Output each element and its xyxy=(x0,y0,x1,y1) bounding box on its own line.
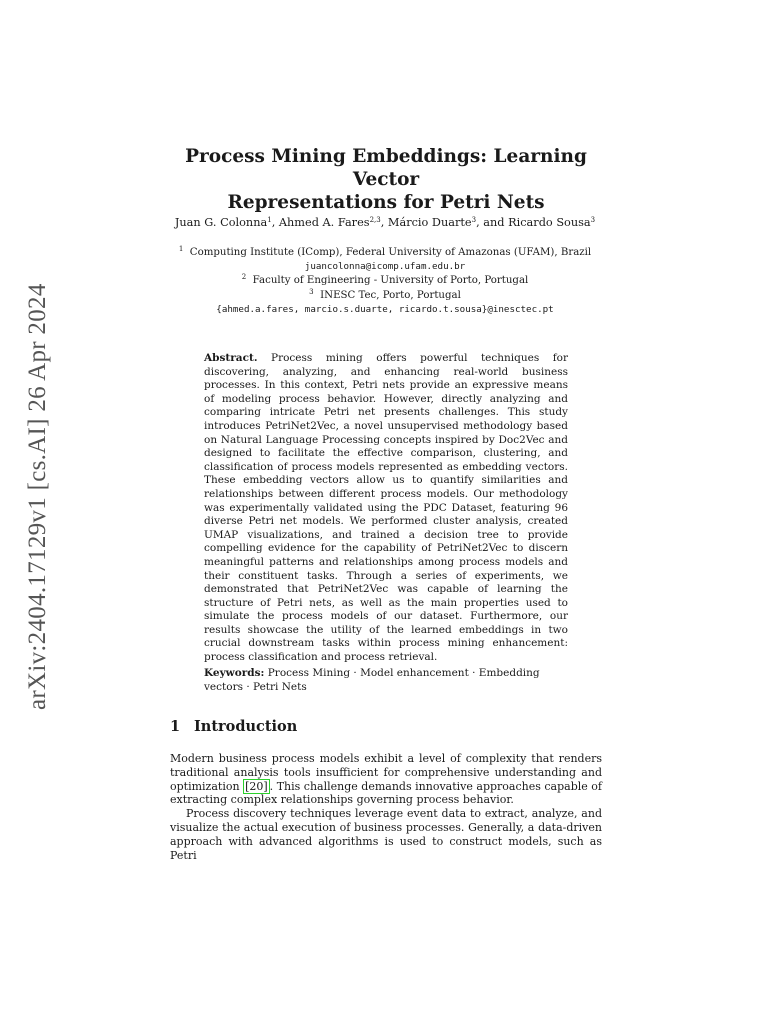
arxiv-identifier: arXiv:2404.17129v1 [cs.AI] 26 Apr 2024 xyxy=(24,283,51,710)
paragraph: Process discovery techniques leverage event data to extract, analyze, and visualize the actual execution of business processes. Generally, a data-driven approach with advanced algorithms is used to construct models, such as Petri xyxy=(170,807,602,862)
affiliation-mark: 1 xyxy=(178,245,184,253)
keywords-label: Keywords: xyxy=(204,667,265,679)
keywords-text: Process Mining · Model enhancement · Embedding vectors · Petri Nets xyxy=(204,667,540,693)
section-number: 1 xyxy=(170,718,181,735)
paragraph-text: Modern business process models exhibit a level of complexity that renders traditional analysis tools insufficient for comprehensive understanding and optimization xyxy=(170,752,602,793)
author-separator: , xyxy=(271,216,279,229)
affiliation-email[interactable]: juancolonna@icomp.ufam.edu.br xyxy=(304,261,466,273)
affiliation-text: Faculty of Engineering - University of Porto, Portugal xyxy=(252,275,529,287)
affiliation-1 xyxy=(150,246,620,260)
affiliations xyxy=(150,246,620,317)
affiliation-text: INESC Tec, Porto, Portugal xyxy=(320,289,461,301)
author-affiliation-mark: 3 xyxy=(471,216,477,224)
paragraph xyxy=(170,752,602,807)
affiliation-2 xyxy=(150,274,620,288)
author-affiliation-mark: 3 xyxy=(590,216,596,224)
paragraph-text: . This challenge demands innovative approaches capable of extracting complex relationships governing process behavior. xyxy=(170,779,602,807)
section-heading xyxy=(170,718,297,735)
author-separator: , and xyxy=(476,216,509,229)
keywords xyxy=(204,666,568,694)
abstract-text: Process mining offers powerful techniques for discovering, analyzing, and enhancing real-world business processes. In this context, Petri nets provide an expressive means of modeling process behavior. However, directly analyzing and comparing intricate Petri net presents challenges. This study introduces PetriNet2Vec, a novel unsupervised methodology based on Natural Language Processing concepts inspired by Doc2Vec and designed to facilitate the effective comparison, clustering, and classification of process models represented as embedding vectors. These embedding vectors allow us to quantify similarities and relationships between different process models. Our methodology was experimentally validated using the PDC Dataset, featuring 96 diverse Petri net models. We performed cluster analysis, created UMAP visualizations, and trained a decision tree to provide compelling evidence for the capability of PetriNet2Vec to discern meaningful patterns and relationships among process models and their constituent tasks. Through a series of experiments, we demonstrated that PetriNet2Vec was capable of learning the structure of Petri nets, as well as the main properties used to simulate the process models of our dataset. Furthermore, our results showcase the utility of the learned embeddings in two crucial downstream tasks within process mining enhancement: process classification and process retrieval. xyxy=(204,352,568,664)
citation-link[interactable]: [20] xyxy=(245,779,268,793)
author-name: Márcio Duarte xyxy=(387,216,472,229)
title-line-1: Process Mining Embeddings: Learning Vector xyxy=(185,146,587,190)
abstract xyxy=(204,352,568,665)
affiliation-mark: 2 xyxy=(241,273,247,282)
title-line-2: Representations for Petri Nets xyxy=(227,192,545,213)
author-name: Ahmed A. Fares xyxy=(278,216,370,229)
abstract-label: Abstract. xyxy=(204,352,258,364)
author-list xyxy=(150,216,620,229)
affiliation-text: Computing Institute (IComp), Federal University of Amazonas (UFAM), Brazil xyxy=(189,247,592,258)
author-affiliation-mark: 2,3 xyxy=(369,216,381,224)
affiliation-email[interactable]: {ahmed.a.fares, marcio.s.duarte, ricardo.t.sousa}@inesctec.pt xyxy=(216,303,554,315)
author-name: Juan G. Colonna xyxy=(174,216,268,229)
paper-title xyxy=(170,145,602,214)
affiliation-mark: 3 xyxy=(309,287,314,296)
affiliation-3 xyxy=(150,289,620,303)
section-body xyxy=(170,752,602,862)
author-affiliation-mark: 1 xyxy=(267,216,272,224)
section-title: Introduction xyxy=(194,718,298,735)
author-name: Ricardo Sousa xyxy=(508,216,591,229)
author-separator: , xyxy=(380,216,388,229)
